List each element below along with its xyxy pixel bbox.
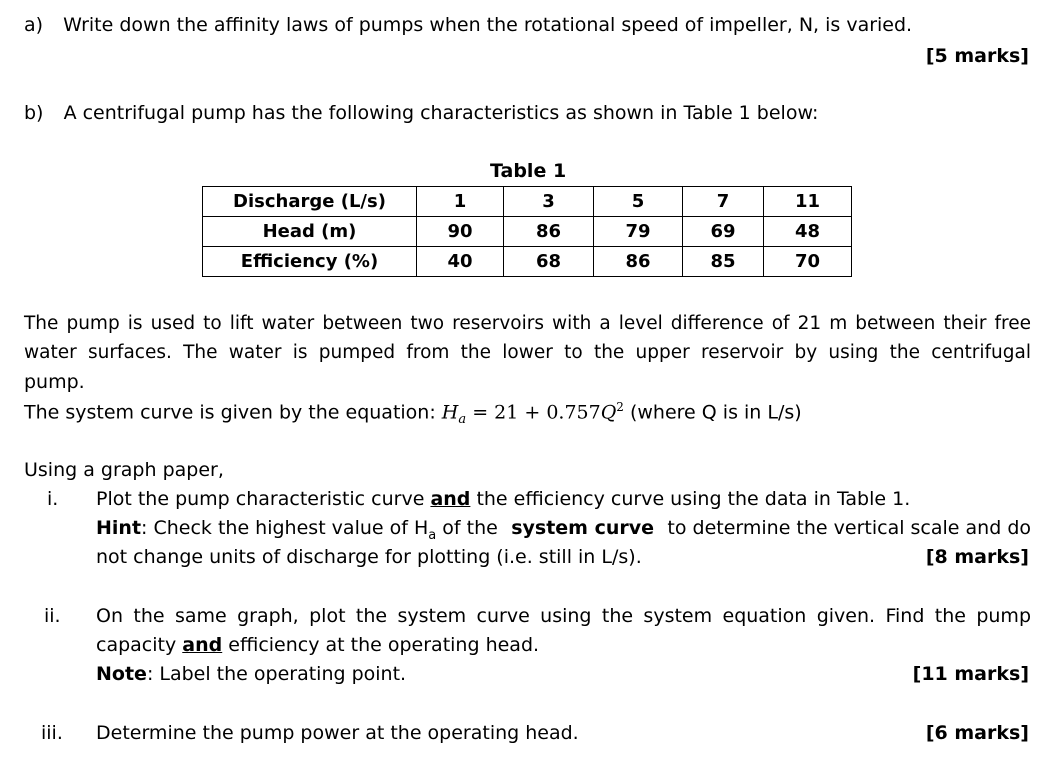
- row-header: Efficiency (%): [203, 247, 417, 277]
- item-ii-and: and: [182, 634, 223, 656]
- hint-mid: of the: [436, 517, 498, 539]
- table-cell: 90: [417, 217, 504, 247]
- description-line-1: The pump is used to lift water between two reservoirs with a level difference of 21 m between their free: [24, 313, 1031, 334]
- hint-label: Hint: [96, 517, 142, 539]
- system-curve-equation: [24, 400, 802, 427]
- note-text: : Label the operating point.: [146, 663, 407, 685]
- item-iii-text: Determine the pump power at the operating head.: [96, 722, 579, 744]
- row-header: Head (m): [203, 217, 417, 247]
- table-cell: 85: [683, 247, 764, 277]
- item-ii-marks: [11 marks]: [912, 663, 1029, 685]
- note-label: Note: [96, 663, 147, 685]
- description-line-3: pump.: [24, 371, 85, 393]
- item-iii-marks: [6 marks]: [925, 722, 1029, 744]
- item-i-line-3: not change units of discharge for plotting (i.e. still in L/s).: [96, 546, 642, 568]
- equation-suffix: (where Q is in L/s): [629, 401, 802, 424]
- graph-intro: Using a graph paper,: [24, 459, 224, 481]
- item-iii-numeral: iii.: [41, 722, 63, 744]
- equation-var: Q: [600, 401, 617, 424]
- equation-rhs: = 21 + 0.757: [472, 401, 601, 424]
- table-row: [203, 187, 852, 217]
- item-i-numeral: i.: [47, 488, 59, 510]
- part-b-text: A centrifugal pump has the following characteristics as shown in Table 1 below:: [63, 102, 819, 124]
- table-cell: 68: [504, 247, 594, 277]
- item-i-and: and: [430, 488, 471, 510]
- characteristics-table: [202, 186, 852, 277]
- table-cell: 69: [683, 217, 764, 247]
- table-cell: 7: [683, 187, 764, 217]
- table-row: [203, 217, 852, 247]
- equation-lhs: H: [441, 401, 459, 424]
- table-caption: Table 1: [490, 160, 567, 182]
- item-ii-text-post: efficiency at the operating head.: [228, 634, 540, 656]
- item-ii-numeral: ii.: [44, 605, 61, 627]
- table-cell: 3: [504, 187, 594, 217]
- table-cell: 79: [594, 217, 683, 247]
- hint-bold: system curve: [511, 517, 655, 539]
- part-b-label: b): [24, 102, 44, 124]
- item-ii-text-pre: capacity: [96, 634, 177, 656]
- item-ii-note: [96, 663, 406, 685]
- table-cell: 11: [764, 187, 852, 217]
- table-cell: 1: [417, 187, 504, 217]
- table-cell: 86: [504, 217, 594, 247]
- item-i-marks: [8 marks]: [925, 546, 1029, 568]
- item-i-text-pre: Plot the pump characteristic curve: [96, 488, 425, 510]
- row-header: Discharge (L/s): [203, 187, 417, 217]
- item-ii-line-1: On the same graph, plot the system curve using the system equation given. Find the pump: [96, 605, 1031, 627]
- table-cell: 86: [594, 247, 683, 277]
- item-i-text-post: the efficiency curve using the data in Table 1.: [476, 488, 911, 510]
- item-ii-line-2: [96, 634, 539, 656]
- hint-pre: : Check the highest value of H: [141, 517, 429, 539]
- table-row: [203, 247, 852, 277]
- equation-lhs-sub: a: [458, 412, 467, 428]
- part-a-label: a): [24, 14, 44, 36]
- table-cell: 48: [764, 217, 852, 247]
- part-a-marks: [5 marks]: [925, 45, 1029, 67]
- item-i-hint: [96, 517, 1031, 543]
- equation-prefix: The system curve is given by the equation:: [24, 401, 436, 424]
- item-i-line-1: [96, 488, 910, 510]
- table-cell: 5: [594, 187, 683, 217]
- table-cell: 70: [764, 247, 852, 277]
- description-line-2: water surfaces. The water is pumped from the lower to the upper reservoir by using the centrifugal: [24, 342, 1031, 363]
- part-a-text: Write down the affinity laws of pumps when the rotational speed of impeller, N, is varied.: [63, 14, 913, 36]
- hint-sub: a: [428, 527, 437, 543]
- equation-exp: 2: [616, 400, 624, 414]
- table-cell: 40: [417, 247, 504, 277]
- hint-post: to determine the vertical scale and do: [667, 517, 1031, 539]
- part-b: [24, 102, 818, 124]
- part-a: [24, 14, 912, 36]
